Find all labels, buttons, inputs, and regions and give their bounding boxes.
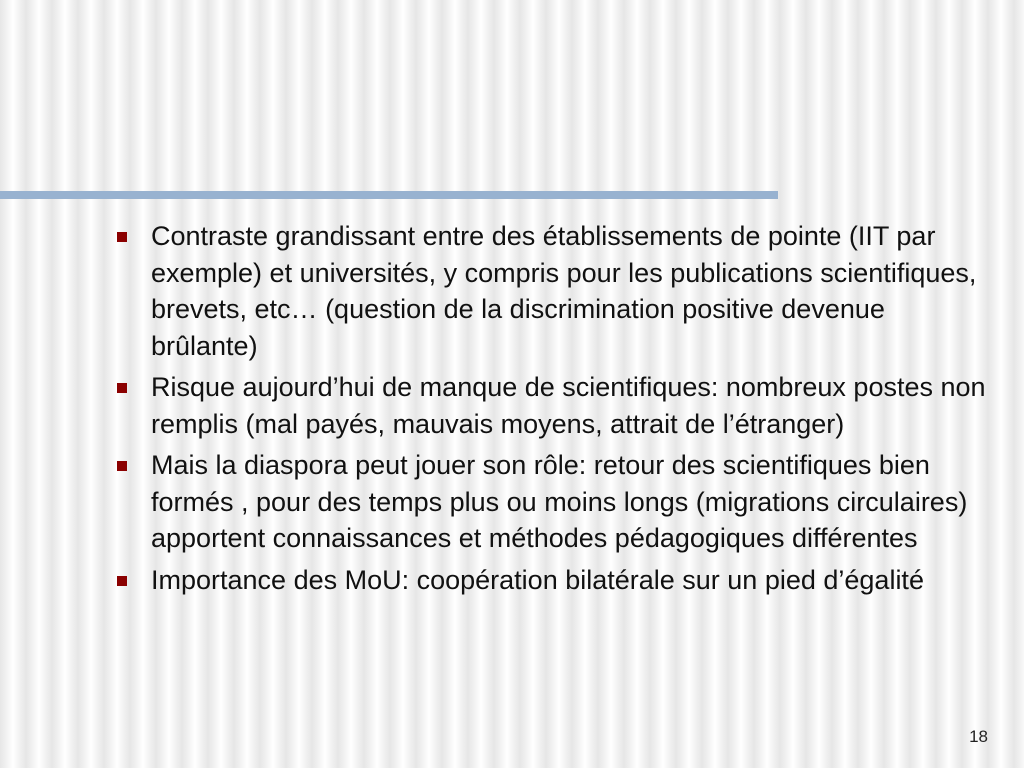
bullet-item-diaspora-role [114,447,994,557]
square-bullet-icon [117,576,127,586]
bullet-text-diaspora-role: Mais la diaspora peut jouer son rôle: retour des scientifiques bien formés , pour des temps plus ou moins longs (migrations circulaires) apportent connaissances et méthodes pédagogiques différentes [151,450,968,553]
slide-page-number: 18 [969,727,988,746]
bullet-list [114,218,994,603]
bullet-text-scientist-shortage: Risque aujourd’hui de manque de scientifiques: nombreux postes non remplis (mal payés, mauvais moyens, attrait de l’étranger) [151,372,986,439]
square-bullet-icon [117,383,127,393]
bullet-text-mou-importance: Importance des MoU: coopération bilatérale sur un pied d’égalité [151,564,924,595]
bullet-item-scientist-shortage [114,369,994,442]
bullet-text-growing-contrast: Contraste grandissant entre des établissements de pointe (IIT par exemple) et universités, y compris pour les publications scientifiques, brevets, etc… (question de la discrimination positive devenue brûlante) [151,221,977,361]
square-bullet-icon [117,232,127,242]
bullet-item-mou-importance [114,562,994,599]
title-divider [0,191,778,199]
bullet-item-growing-contrast [114,218,994,364]
square-bullet-icon [117,461,127,471]
